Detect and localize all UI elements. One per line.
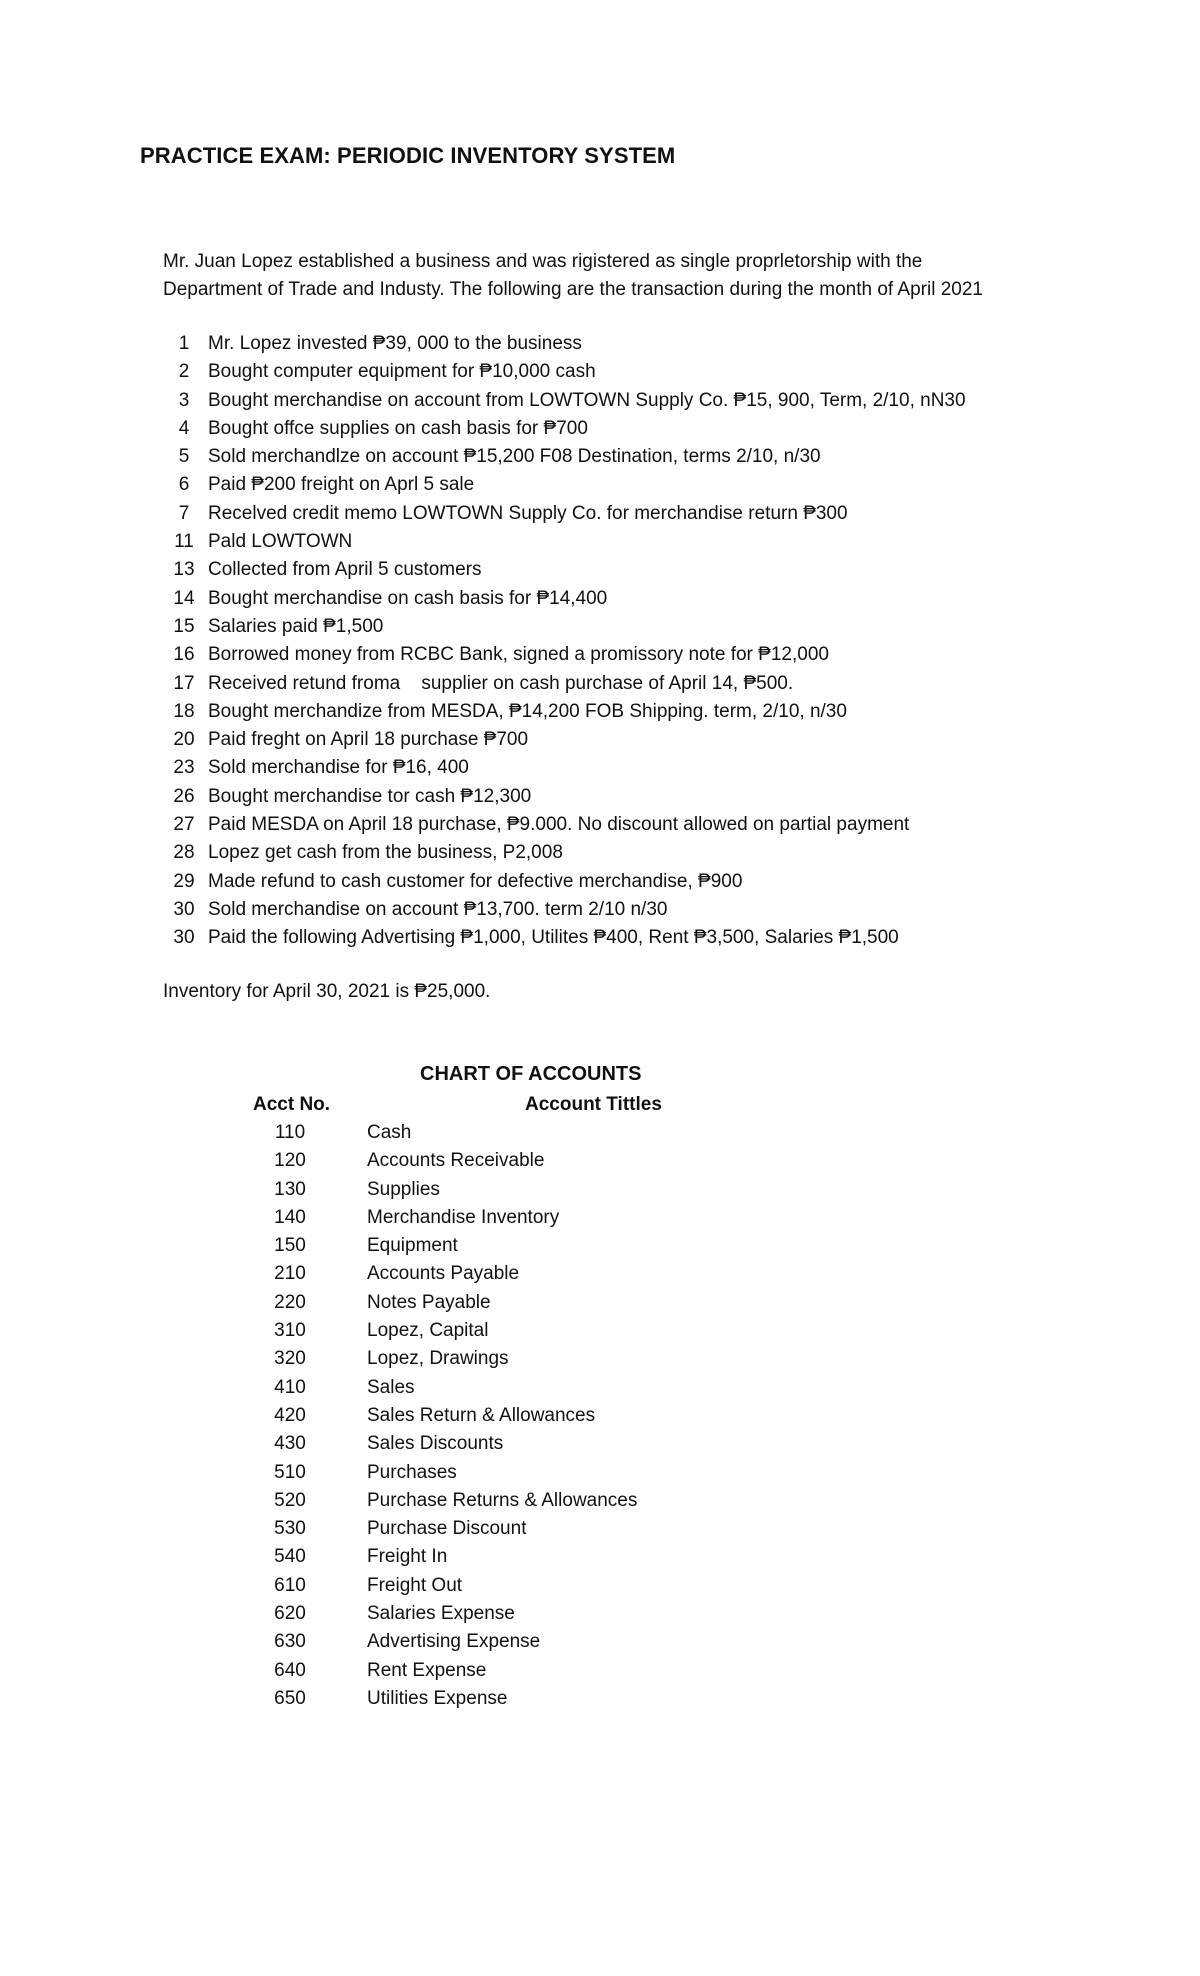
account-number: 430 [274,1433,306,1455]
transaction-description: Bought merchandize from MESDA, ₱14,200 FOB Shipping. term, 2/10, n/30 [208,700,847,722]
account-title: Freight Out [367,1574,463,1596]
account-number: 540 [274,1546,306,1568]
account-title: Cash [367,1122,412,1143]
account-number: 420 [274,1404,306,1426]
account-number: 520 [274,1489,306,1511]
transaction-row [160,471,966,499]
transaction-day: 23 [173,757,195,779]
account-number: 130 [274,1178,306,1200]
transaction-day: 28 [173,842,195,864]
transaction-row [160,641,966,669]
transaction-day: 11 [174,531,194,553]
transaction-day: 7 [178,502,190,524]
account-row [265,1345,637,1373]
account-row [265,1402,637,1430]
transaction-day: 20 [173,729,195,751]
transaction-description: Lopez get cash from the business, P2,008 [208,842,563,864]
account-number: 220 [274,1291,306,1313]
account-title: Equipment [367,1235,458,1257]
account-number: 140 [274,1206,306,1228]
transaction-row [160,670,966,698]
transaction-day: 17 [173,672,195,694]
account-number: 120 [274,1150,306,1172]
account-title: Lopez, Drawings [367,1348,509,1370]
account-number: 640 [274,1659,306,1681]
transaction-row [160,387,966,415]
transaction-row [160,585,966,613]
transaction-row [160,839,966,867]
account-row [265,1543,637,1571]
account-number: 510 [274,1461,306,1483]
account-title-header: Account Tittles [525,1094,662,1115]
transaction-description: Bought merchandise tor cash ₱12,300 [208,785,532,807]
account-number: 630 [274,1631,306,1653]
account-title: Lopez, Capital [367,1320,489,1342]
account-number-header: Acct No. [253,1094,331,1115]
transaction-description: Paid freght on April 18 purchase ₱700 [208,729,529,751]
account-number: 410 [274,1376,306,1398]
transaction-row [160,500,966,528]
account-title: Accounts Receivable [367,1150,545,1172]
transaction-row [160,556,966,584]
transaction-day: 4 [178,417,190,439]
account-list [265,1119,637,1713]
transaction-day: 16 [173,644,195,666]
account-row [265,1459,637,1487]
transaction-day: 2 [178,361,190,383]
account-number: 210 [274,1263,306,1285]
account-row [265,1685,637,1713]
transaction-description: Paid ₱200 freight on Aprl 5 sale [208,474,475,496]
transaction-row [160,868,966,896]
transaction-description: Bought computer equipment for ₱10,000 cash [208,361,596,383]
transaction-description: Received retund froma supplier on cash purchase of April 14, ₱500. [208,672,794,694]
account-row [265,1232,637,1260]
inventory-note: Inventory for April 30, 2021 is ₱25,000. [163,981,491,1002]
account-title: Advertising Expense [367,1631,541,1653]
transaction-description: Mr. Lopez invested ₱39, 000 to the business [208,333,582,354]
transaction-list [160,330,966,953]
transaction-day: 1 [178,333,190,354]
transaction-row [160,613,966,641]
account-row [265,1204,637,1232]
transaction-row [160,443,966,471]
transaction-day: 6 [178,474,190,496]
transaction-description: Collected from April 5 customers [208,559,482,581]
transaction-description: Sold merchandlze on account ₱15,200 F08 Destination, terms 2/10, n/30 [208,446,821,468]
transaction-description: Bought offce supplies on cash basis for ₱700 [208,417,588,439]
transaction-row [160,415,966,443]
transaction-day: 26 [173,785,195,807]
transaction-description: Made refund to cash customer for defective merchandise, ₱900 [208,870,743,892]
transaction-description: Pald LOWTOWN [208,531,353,553]
transaction-day: 15 [173,615,195,637]
account-row [265,1628,637,1656]
account-row [265,1119,637,1147]
account-title: Notes Payable [367,1291,491,1313]
account-row [265,1289,637,1317]
account-title: Sales Return & Allowances [367,1404,596,1426]
account-title: Purchases [367,1461,457,1483]
chart-of-accounts-title: CHART OF ACCOUNTS [420,1063,642,1085]
transaction-day: 14 [173,587,195,609]
account-title: Utilities Expense [367,1687,508,1709]
account-title: Purchase Returns & Allowances [367,1489,638,1511]
transaction-row [160,698,966,726]
account-number: 150 [274,1235,306,1257]
transaction-row [160,924,966,952]
account-title: Merchandise Inventory [367,1206,560,1228]
transaction-day: 13 [173,559,195,581]
account-row [265,1176,637,1204]
transaction-description: Salaries paid ₱1,500 [208,615,384,637]
transaction-day: 5 [178,446,190,468]
account-row [265,1515,637,1543]
intro-paragraph: Mr. Juan Lopez established a business and was rigistered as single proprletorship with the Department of Trade and Industy. The following are the transaction during the month of April 2021 [163,251,983,300]
account-title: Salaries Expense [367,1603,515,1625]
transaction-day: 30 [173,927,195,949]
account-title: Sales [367,1376,415,1398]
account-title: Rent Expense [367,1659,487,1681]
transaction-day: 3 [178,389,190,411]
transaction-row [160,754,966,782]
account-number: 650 [274,1687,306,1709]
page-title: PRACTICE EXAM: PERIODIC INVENTORY SYSTEM [140,143,676,168]
transaction-description: Sold merchandise for ₱16, 400 [208,757,469,779]
account-row [265,1147,637,1175]
account-title: Purchase Discount [367,1518,527,1540]
account-row [265,1430,637,1458]
transaction-description: Sold merchandise on account ₱13,700. term 2/10 n/30 [208,898,668,920]
account-row [265,1572,637,1600]
account-title: Freight In [367,1546,448,1568]
transaction-description: Recelved credit memo LOWTOWN Supply Co. for merchandise return ₱300 [208,502,848,524]
transaction-description: Paid MESDA on April 18 purchase, ₱9.000. No discount allowed on partial payment [208,814,910,836]
transaction-description: Bought merchandise on cash basis for ₱14,400 [208,587,608,609]
account-row [265,1317,637,1345]
account-number: 310 [274,1320,306,1342]
transaction-description: Paid the following Advertising ₱1,000, Utilites ₱400, Rent ₱3,500, Salaries ₱1,500 [208,927,899,949]
transaction-description: Bought merchandise on account from LOWTOWN Supply Co. ₱15, 900, Term, 2/10, nN30 [208,389,966,411]
transaction-day: 18 [173,700,195,722]
transaction-row [160,896,966,924]
account-title: Supplies [367,1178,440,1200]
transaction-day: 29 [173,870,195,892]
transaction-day: 30 [173,898,195,920]
transaction-row [160,330,966,358]
transaction-row [160,528,966,556]
account-row [265,1600,637,1628]
account-row [265,1657,637,1685]
account-row [265,1260,637,1288]
account-row [265,1487,637,1515]
transaction-row [160,783,966,811]
transaction-description: Borrowed money from RCBC Bank, signed a promissory note for ₱12,000 [208,644,829,666]
transaction-row [160,811,966,839]
account-number: 610 [274,1574,306,1596]
transaction-row [160,358,966,386]
transaction-row [160,726,966,754]
account-title: Accounts Payable [367,1263,520,1285]
account-row [265,1374,637,1402]
account-number: 530 [274,1518,306,1540]
account-title: Sales Discounts [367,1433,504,1455]
transaction-day: 27 [173,814,195,836]
account-number: 620 [274,1603,306,1625]
account-number: 110 [274,1122,306,1143]
account-number: 320 [274,1348,306,1370]
